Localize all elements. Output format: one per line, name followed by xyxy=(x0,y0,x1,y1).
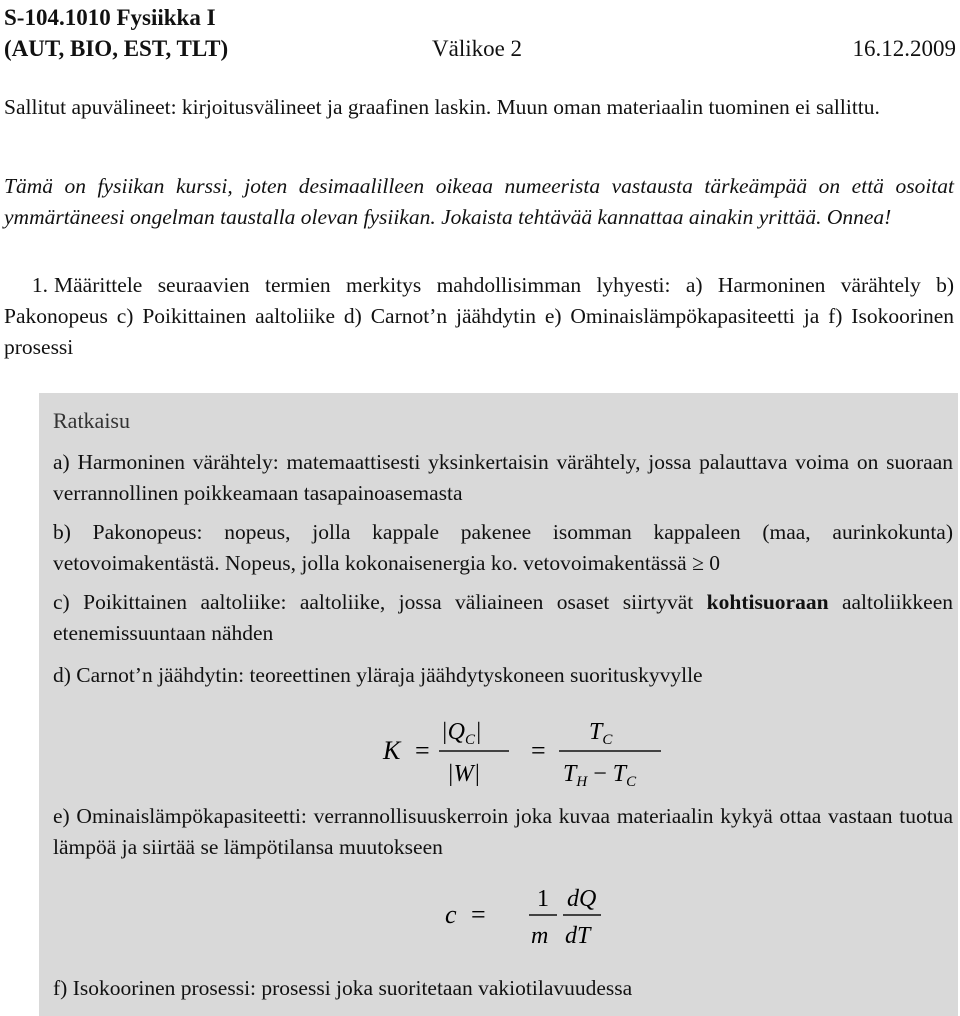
eq-c-lhs: c xyxy=(445,900,457,929)
eq-k-equals-1: = xyxy=(415,736,430,765)
carnot-equation xyxy=(379,709,679,789)
solution-c-before: c) Poikittainen aaltoliike: aaltoliike, jossa väliaineen osaset siirtyvät xyxy=(53,590,707,614)
eq-k-num2: $T_C$ xyxy=(589,719,613,748)
exam-header xyxy=(4,2,956,64)
solution-b xyxy=(53,517,953,579)
heat-capacity-equation xyxy=(441,879,641,949)
solution-b-text: b) Pakonopeus: nopeus, jolla kappale pakenee isomman kappaleen (maa, aurinkokunta) vetovoimakentästä. Nopeus, jolla kokonaisenergia ko. vetovoimakentässä xyxy=(53,520,953,575)
eq-c-equals: = xyxy=(471,900,486,929)
solution-a: a) Harmoninen värähtely: matemaattisesti yksinkertaisin värähtely, jossa palauttava voima on suoraan verrannollinen poikkeamaan tasapainoasemasta xyxy=(53,450,953,505)
header-row xyxy=(4,33,956,64)
problem-1 xyxy=(4,270,954,363)
eq-k-equals-2: = xyxy=(531,736,546,765)
solution-c-after: aaltoliikkeen etenemissuuntaan nähden xyxy=(53,590,953,645)
eq-k-den1: |W| xyxy=(447,761,481,787)
problem-text: Määrittele seuraavien termien merkitys mahdollisimman lyhyesti: a) Harmoninen värähtely b) Pakonopeus c) Poikittainen aaltoliike d) Carnot’n jäähdytin e) Ominaislämpökapasiteetti ja f) Isokoorinen prosessi xyxy=(4,273,954,359)
course-groups: (AUT, BIO, EST, TLT) xyxy=(4,36,229,61)
solution-f: f) Isokoorinen prosessi: prosessi joka suoritetaan vakiotilavuudessa xyxy=(53,976,633,1000)
eq-k-den2: $T_H - T_C$ xyxy=(563,761,637,789)
course-code: S-104.1010 Fysiikka I xyxy=(4,5,216,30)
solution-c xyxy=(53,587,953,649)
solution-b-relation: ≥ 0 xyxy=(692,551,721,575)
eq-c-den1: m xyxy=(531,923,549,949)
solution-c-bold: kohtisuoraan xyxy=(706,590,829,614)
solution-e: e) Ominaislämpökapasiteetti: verrannollisuuskerroin joka kuvaa materiaalin kykyä ottaa vastaan tuotua lämpöä ja siirtää se lämpötilansa muutokseen xyxy=(53,804,953,859)
eq-c-den2: dT xyxy=(565,923,591,949)
allowed-tools: Sallitut apuvälineet: kirjoitusvälineet ja graafinen laskin. Muun oman materiaalin tuominen ei sallittu. xyxy=(4,95,880,119)
exam-name: Välikoe 2 xyxy=(432,36,523,61)
eq-c-num1: 1 xyxy=(537,886,549,912)
eq-c-num2: dQ xyxy=(567,886,597,912)
exam-date: 16.12.2009 xyxy=(852,36,956,61)
eq-k-lhs: K xyxy=(383,736,401,765)
problem-number: 1. xyxy=(31,273,48,297)
eq-k-num1: $|Q_C|$ xyxy=(441,719,482,748)
solution-title: Ratkaisu xyxy=(53,408,130,433)
intro-text: Tämä on fysiikan kurssi, joten desimaalilleen oikeaa numeerista vastausta tärkeämpää on että osoitat ymmärtäneesi ongelman taustalla olevan fysiikan. Jokaista tehtävää kannattaa ainakin yrittää. Onnea! xyxy=(4,174,954,229)
solution-d: d) Carnot’n jäähdytin: teoreettinen yläraja jäähdytyskoneen suorituskyvylle xyxy=(53,663,703,687)
solution-box xyxy=(39,393,958,1016)
